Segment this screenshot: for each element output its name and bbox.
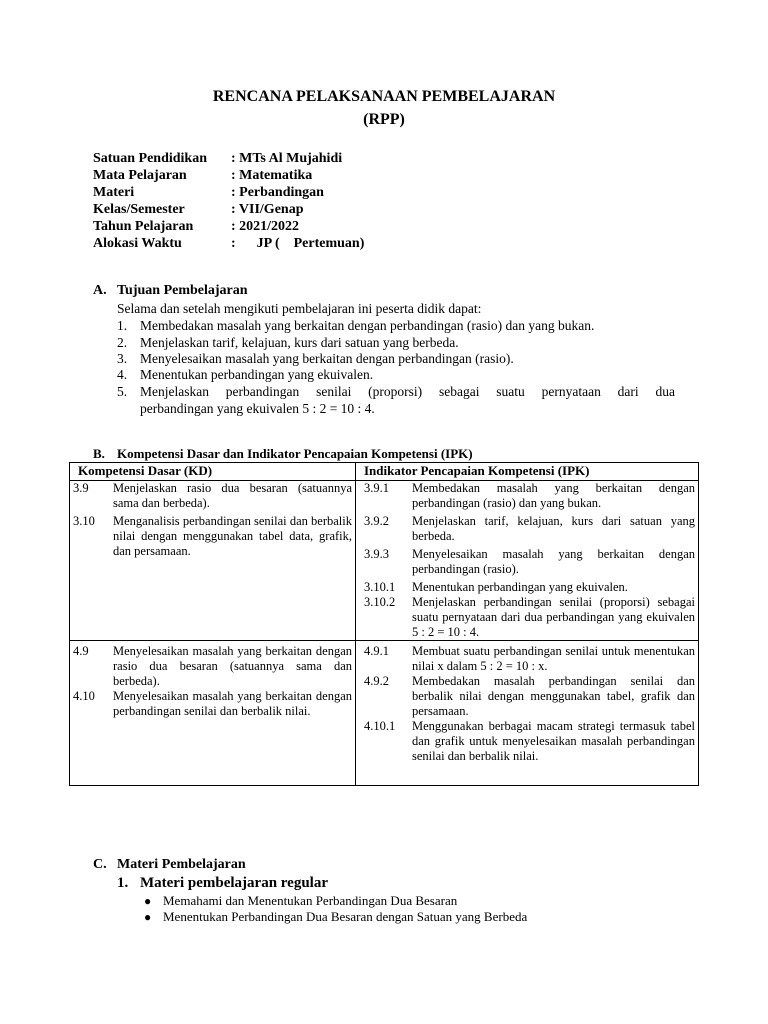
meta-label-materi: Materi (93, 185, 135, 200)
subsection-heading: Materi pembelajaran regular (140, 875, 329, 891)
goal-number: 2. (117, 335, 128, 350)
kd-code: 3.9 (73, 481, 89, 495)
ipk-code: 3.9.2 (364, 514, 389, 528)
table-row (70, 481, 699, 641)
kd-code: 4.9 (73, 644, 89, 658)
ipk-code: 4.10.1 (364, 719, 396, 733)
kd-code: 3.10 (73, 514, 95, 528)
goal-item: Membedakan masalah yang berkaitan dengan perbandingan (rasio) dan yang bukan. (140, 318, 595, 333)
ipk-code: 3.9.1 (364, 481, 389, 495)
kd-cell (70, 481, 356, 641)
ipk-cell (356, 641, 699, 786)
table-row (70, 641, 699, 786)
ipk-description: Menyelesaikan masalah yang berkaitan dengan perbandingan (rasio). (412, 547, 695, 576)
kd-entry (73, 514, 352, 559)
bullet-icon: ● (144, 894, 152, 908)
section-a-letter: A. (93, 283, 107, 298)
meta-label-kelas-semester: Kelas/Semester (93, 202, 185, 217)
ipk-code: 4.9.1 (364, 644, 389, 658)
goal-number: 3. (117, 351, 128, 366)
goal-item-continued: perbandingan yang ekuivalen 5 : 2 = 10 : 4. (140, 401, 375, 416)
ipk-description: Menjelaskan tarif, kelajuan, kurs dari satuan yang berbeda. (412, 514, 695, 543)
section-b-heading: Kompetensi Dasar dan Indikator Pencapaian Kompetensi (IPK) (117, 446, 473, 461)
ipk-code: 3.9.3 (364, 547, 389, 561)
ipk-entry (364, 644, 695, 674)
kd-description: Menyelesaikan masalah yang berkaitan dengan perbandingan senilai dan berbalik nilai. (113, 689, 352, 718)
meta-value-materi: : Perbandingan (231, 185, 324, 200)
ipk-description: Menjelaskan perbandingan senilai (proporsi) sebagai suatu pernyataan dari dua perbandingan yang ekuivalen 5 : 2 = 10 : 4. (412, 595, 695, 639)
goal-number: 5. (117, 384, 128, 399)
ipk-description: Membedakan masalah perbandingan senilai dan berbalik nilai dengan menggunakan tabel, grafik dan persamaan. (412, 674, 695, 718)
ipk-entry (364, 514, 695, 544)
ipk-code: 3.10.1 (364, 580, 396, 594)
ipk-entry (364, 547, 695, 577)
kd-description: Menjelaskan rasio dua besaran (satuannya sama dan berbeda). (113, 481, 352, 510)
competency-table (69, 462, 699, 786)
ipk-entry (364, 674, 695, 719)
document-subtitle: (RPP) (363, 111, 405, 128)
meta-value-tahun-pelajaran: : 2021/2022 (231, 219, 300, 234)
meta-value-alokasi-waktu: : JP ( Pertemuan) (231, 236, 365, 251)
kd-code: 4.10 (73, 689, 95, 703)
meta-label-alokasi-waktu: Alokasi Waktu (93, 236, 182, 251)
section-a-heading: Tujuan Pembelajaran (117, 283, 248, 298)
ipk-description: Membuat suatu perbandingan senilai untuk menentukan nilai x dalam 5 : 2 = 10 : x. (412, 644, 695, 673)
ipk-description: Membedakan masalah yang berkaitan dengan perbandingan (rasio) dan yang bukan. (412, 481, 695, 510)
goal-item: Menentukan perbandingan yang ekuivalen. (140, 367, 374, 382)
kd-entry (73, 481, 352, 511)
meta-value-satuan-pendidikan: : MTs Al Mujahidi (231, 151, 343, 166)
meta-label-mata-pelajaran: Mata Pelajaran (93, 168, 187, 183)
meta-value-kelas-semester: : VII/Genap (231, 202, 304, 217)
ipk-description: Menggunakan berbagai macam strategi termasuk tabel dan grafik untuk menyelesaikan masalah perbandingan senilai dan berbalik nilai. (412, 719, 695, 763)
section-c-heading: Materi Pembelajaran (117, 857, 246, 872)
kd-cell (70, 641, 356, 786)
ipk-entry (364, 481, 695, 511)
list-item: Menentukan Perbandingan Dua Besaran dengan Satuan yang Berbeda (163, 909, 528, 924)
ipk-entry (364, 719, 695, 764)
meta-label-tahun-pelajaran: Tahun Pelajaran (93, 219, 194, 234)
section-a-intro: Selama dan setelah mengikuti pembelajaran ini peserta didik dapat: (117, 301, 482, 316)
section-b-letter: B. (93, 446, 105, 461)
column-header-kd: Kompetensi Dasar (KD) (70, 463, 356, 481)
section-c-letter: C. (93, 857, 107, 872)
goal-number: 4. (117, 367, 128, 382)
ipk-code: 3.10.2 (364, 595, 396, 609)
goal-number: 1. (117, 318, 128, 333)
list-item: Memahami dan Menentukan Perbandingan Dua Besaran (163, 893, 458, 908)
meta-label-satuan-pendidikan: Satuan Pendidikan (93, 151, 207, 166)
ipk-entry (364, 580, 695, 595)
meta-value-mata-pelajaran: : Matematika (231, 168, 313, 183)
kd-entry (73, 689, 352, 719)
kd-description: Menganalisis perbandingan senilai dan berbalik nilai dengan menggunakan tabel data, grafik, dan persamaan. (113, 514, 352, 558)
ipk-entry (364, 595, 695, 640)
goal-item: Menyelesaikan masalah yang berkaitan dengan perbandingan (rasio). (140, 351, 514, 366)
ipk-description: Menentukan perbandingan yang ekuivalen. (412, 580, 628, 594)
kd-entry (73, 644, 352, 689)
goal-item: Menjelaskan perbandingan senilai (proporsi) sebagai suatu pernyataan dari dua (140, 384, 675, 399)
goal-item: Menjelaskan tarif, kelajuan, kurs dari satuan yang berbeda. (140, 335, 459, 350)
ipk-code: 4.9.2 (364, 674, 389, 688)
column-header-ipk: Indikator Pencapaian Kompetensi (IPK) (356, 463, 699, 481)
ipk-cell (356, 481, 699, 641)
kd-description: Menyelesaikan masalah yang berkaitan dengan rasio dua besaran (satuannya sama dan berbeda). (113, 644, 352, 688)
table-header-row (70, 463, 699, 481)
bullet-icon: ● (144, 910, 152, 924)
subsection-number: 1. (117, 875, 129, 891)
document-title: RENCANA PELAKSANAAN PEMBELAJARAN (212, 88, 556, 105)
